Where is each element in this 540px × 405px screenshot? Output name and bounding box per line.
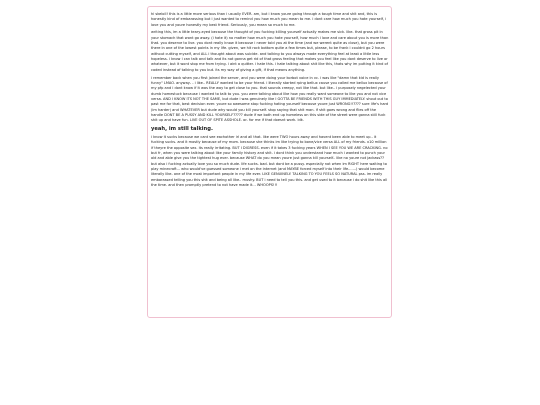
paragraph-2: writing this, im a little teary-eyed because the thought of you fucking killing yourself actually makes me sick. like- that gross pit in your stomach that wont go away. (i hate it) no matter how much you hate yourself, how much i love and care about you is more than that. you deserve to live. you dont really know it because i never told you at the time (and we werent quite as close), but you were there in one of the lowest points in my life. given, we hit rock bottom quite a few times but, please, to be frank i couldnt go 2 hours without cutting myself, and ALL i thought about was suicide. and talking to you always made everything feel at least a little less hopeless. i know i can talk and talk and its not gonna get rid of that gross feeling that makes you feel like you dont deserve to live or whatever, but it wont stop me from trying. i aint a quitter. i hate this. i hate talking about shit like this, thats why im putting it kind of coded instead of talking to you but. its my way of giving a gift, if that means anything. — [151, 30, 390, 72]
paragraph-1: hi skeloll! this is a little more serious than i usually EVER. am, but i know youre going through a tough time and shit and, this is honestly kind of embarassing but i just wanted to remind you how much you mean to me. i dont care how much you hate yourself, i love you and youre honestly my best friend. Seriously, you mean so much to me. — [151, 12, 388, 27]
paragraph-3: i remember back when you first joined the server, and you were doing your korbot voice in vc. i was like "damn that kid is really funny" LMAO. anyway- - i like.. REALLY wanted to be your friend. i literally started rping bellux cause you called me bellux because of my pfp and i dont know if it was the way to get close to you. that sounds creepy, not like that. but like.. i purposely negelected your dumb homestuck because i wanted to talk to you. you were talking about like how you really want someone to like you and not vice versa. AND I KNOW ITS NOT THE SAME, but dude i was genuinely like I GOTTA BE FRIENDS WITH THIS GUY IMMEDIATELY. shout out to past me for that, best decision ever. youre so awesome stop fucking hating yourself because youre just WRONG!!???? sure life's hard (im harder) and WHATEVER but dude why would you kill yourself. stop saying that shit man. if shit goes wrong and flies off the handle DONT BE A PUSSY AND KILL YOURSELF????? dude if we both end up homeless on this side of the street were gonna still fuck shit up and have fun. LIVE OUT OF SPITE ASSHOLE. or- for me if that doesnt work. idk. — [151, 75, 390, 123]
message-card — [147, 6, 392, 318]
section-heading: yeah, im still talking. — [151, 126, 213, 133]
paragraph-4: i know it sucks because we cant see eachother irl and all that. like were TWO hours away and havent been able to meet up.. it fucking sucks. and it mostly because of my mom. because she thinks im like trying to bone/vice versa ALL of my friends. x10 million if theyre the opposite sex. its really irritating. BUT I DIGRESS. even if it takes 3 fucking years WHEN I SEE YOU WE ARE CRACKING. no but fr, when you were talking about like your family history and shit. i dont think you understand how much i wanted to punch your old and able give you the tightest hug ever. because WHAT do you mean youre just gonna kill yourself.. like no youre not jackass?? but also i fucking actually love you so much dude. life sucks. bad. but dont be a pussy. especially not when im RIGHT here waiting to play minecraft... who would've guessed someone i met on the internet (and MAYBE forced myself into their life.......) would become literally like- one of the most important people in my life ever. LIKE GENUINELY. TALKING TO YOU FEELS SO NATURAL pss. im really embarassed telling you this shit and being all like.. mushy. BUT i need to tell you this. and get used to it because i do shit like this all the time. and then promptly pretend to not have made it... WHOOPS!!! — [151, 135, 389, 188]
